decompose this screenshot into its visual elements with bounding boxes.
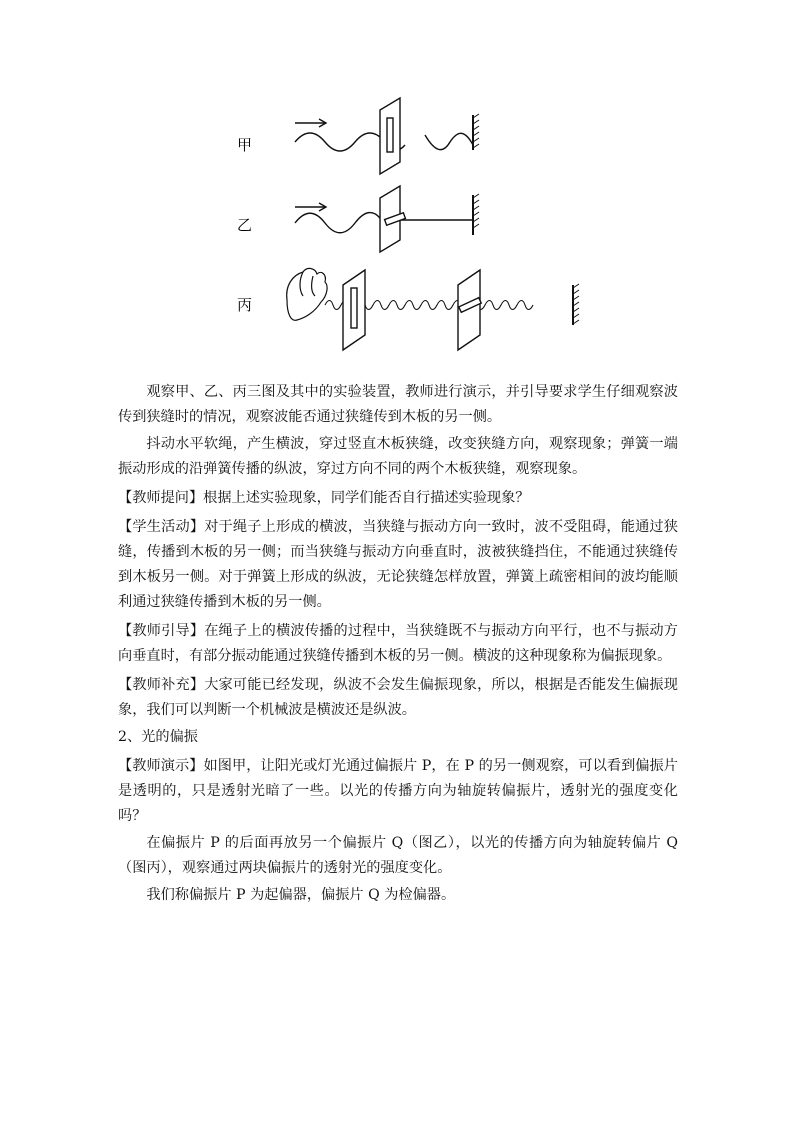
tag-teacher-question: 【教师提问】: [118, 490, 204, 506]
slit-board-yi: [380, 186, 405, 252]
paragraph-student-activity: [118, 515, 678, 615]
paragraph-teacher-guide: [118, 619, 678, 669]
tag-teacher-guide: 【教师引导】: [118, 623, 205, 639]
paragraph-9: 我们称偏振片 P 为起偏器，偏振片 Q 为检偏器。: [146, 887, 456, 903]
label-jia: 甲: [237, 136, 253, 154]
student-activity-text: 对于绳子上形成的横波，当狭缝与振动方向一致时，波不受阻碍，能通过狭缝，传播到木板的另一侧；而当狭缝与振动方向垂直时，波被狭缝挡住，不能通过狭缝传到木板另一侧。对于弹簧上形成的纵波，无论狭缝怎样放置，弹簧上疏密相间的波均能顺利通过狭缝传播到木板的另一侧。: [118, 519, 678, 610]
teacher-demo-text: 如图甲，让阳光或灯光通过偏振片 P，在 P 的另一侧观察，可以看到偏振片是透明的，只是透射光暗了一些。以光的传播方向为轴旋转偏振片，透射光的强度变化吗？: [118, 758, 678, 824]
section-heading-light-polarization: 2、光的偏振: [118, 729, 198, 745]
paragraph-teacher-question: [118, 486, 678, 511]
tag-student-activity: 【学生活动】: [118, 519, 205, 535]
paragraph-teacher-supplement: [118, 673, 678, 723]
tag-teacher-demo: 【教师演示】: [118, 758, 204, 774]
teacher-guide-text: 在绳子上的横波传播的过程中，当狭缝既不与振动方向平行，也不与振动方向垂直时，有部分振动能通过狭缝传播到木板的另一侧。横波的这种现象称为偏振现象。: [118, 623, 678, 664]
tag-teacher-supplement: 【教师补充】: [118, 677, 205, 693]
paragraph-2: 抖动水平软绳，产生横波，穿过竖直木板狭缝，改变狭缝方向，观察现象；弹簧一端振动形成的沿弹簧传播的纵波，穿过方向不同的两个木板狭缝，观察现象。: [118, 436, 678, 477]
label-yi: 乙: [237, 216, 253, 234]
slit-board-bing-horizontal: [458, 270, 481, 350]
lesson-text: [118, 380, 678, 910]
hand-icon: [287, 268, 327, 320]
paragraph-1: 观察甲、乙、丙三图及其中的实验装置，教师进行演示，并引导要求学生仔细观察波传到狭缝时的情况，观察波能否通过狭缝传到木板的另一侧。: [118, 384, 678, 425]
teacher-supplement-text: 大家可能已经发现，纵波不会发生偏振现象，所以，根据是否能发生偏振现象，我们可以判断一个机械波是横波还是纵波。: [118, 677, 678, 718]
wave-polarization-figure: [225, 90, 605, 355]
figure-diagram: [225, 90, 605, 355]
label-bing: 丙: [237, 296, 253, 314]
slit-board-bing-vertical: [343, 270, 365, 350]
paragraph-8: 在偏振片 P 的后面再放另一个偏振片 Q（图乙），以光的传播方向为轴旋转偏片 Q（图丙），观察通过两块偏振片的透射光的强度变化。: [118, 835, 678, 876]
slit-board-jia: [380, 98, 400, 174]
teacher-question-text: 根据上述实验现象，同学们能否自行描述实验现象？: [203, 490, 530, 506]
paragraph-teacher-demo: [118, 754, 678, 829]
